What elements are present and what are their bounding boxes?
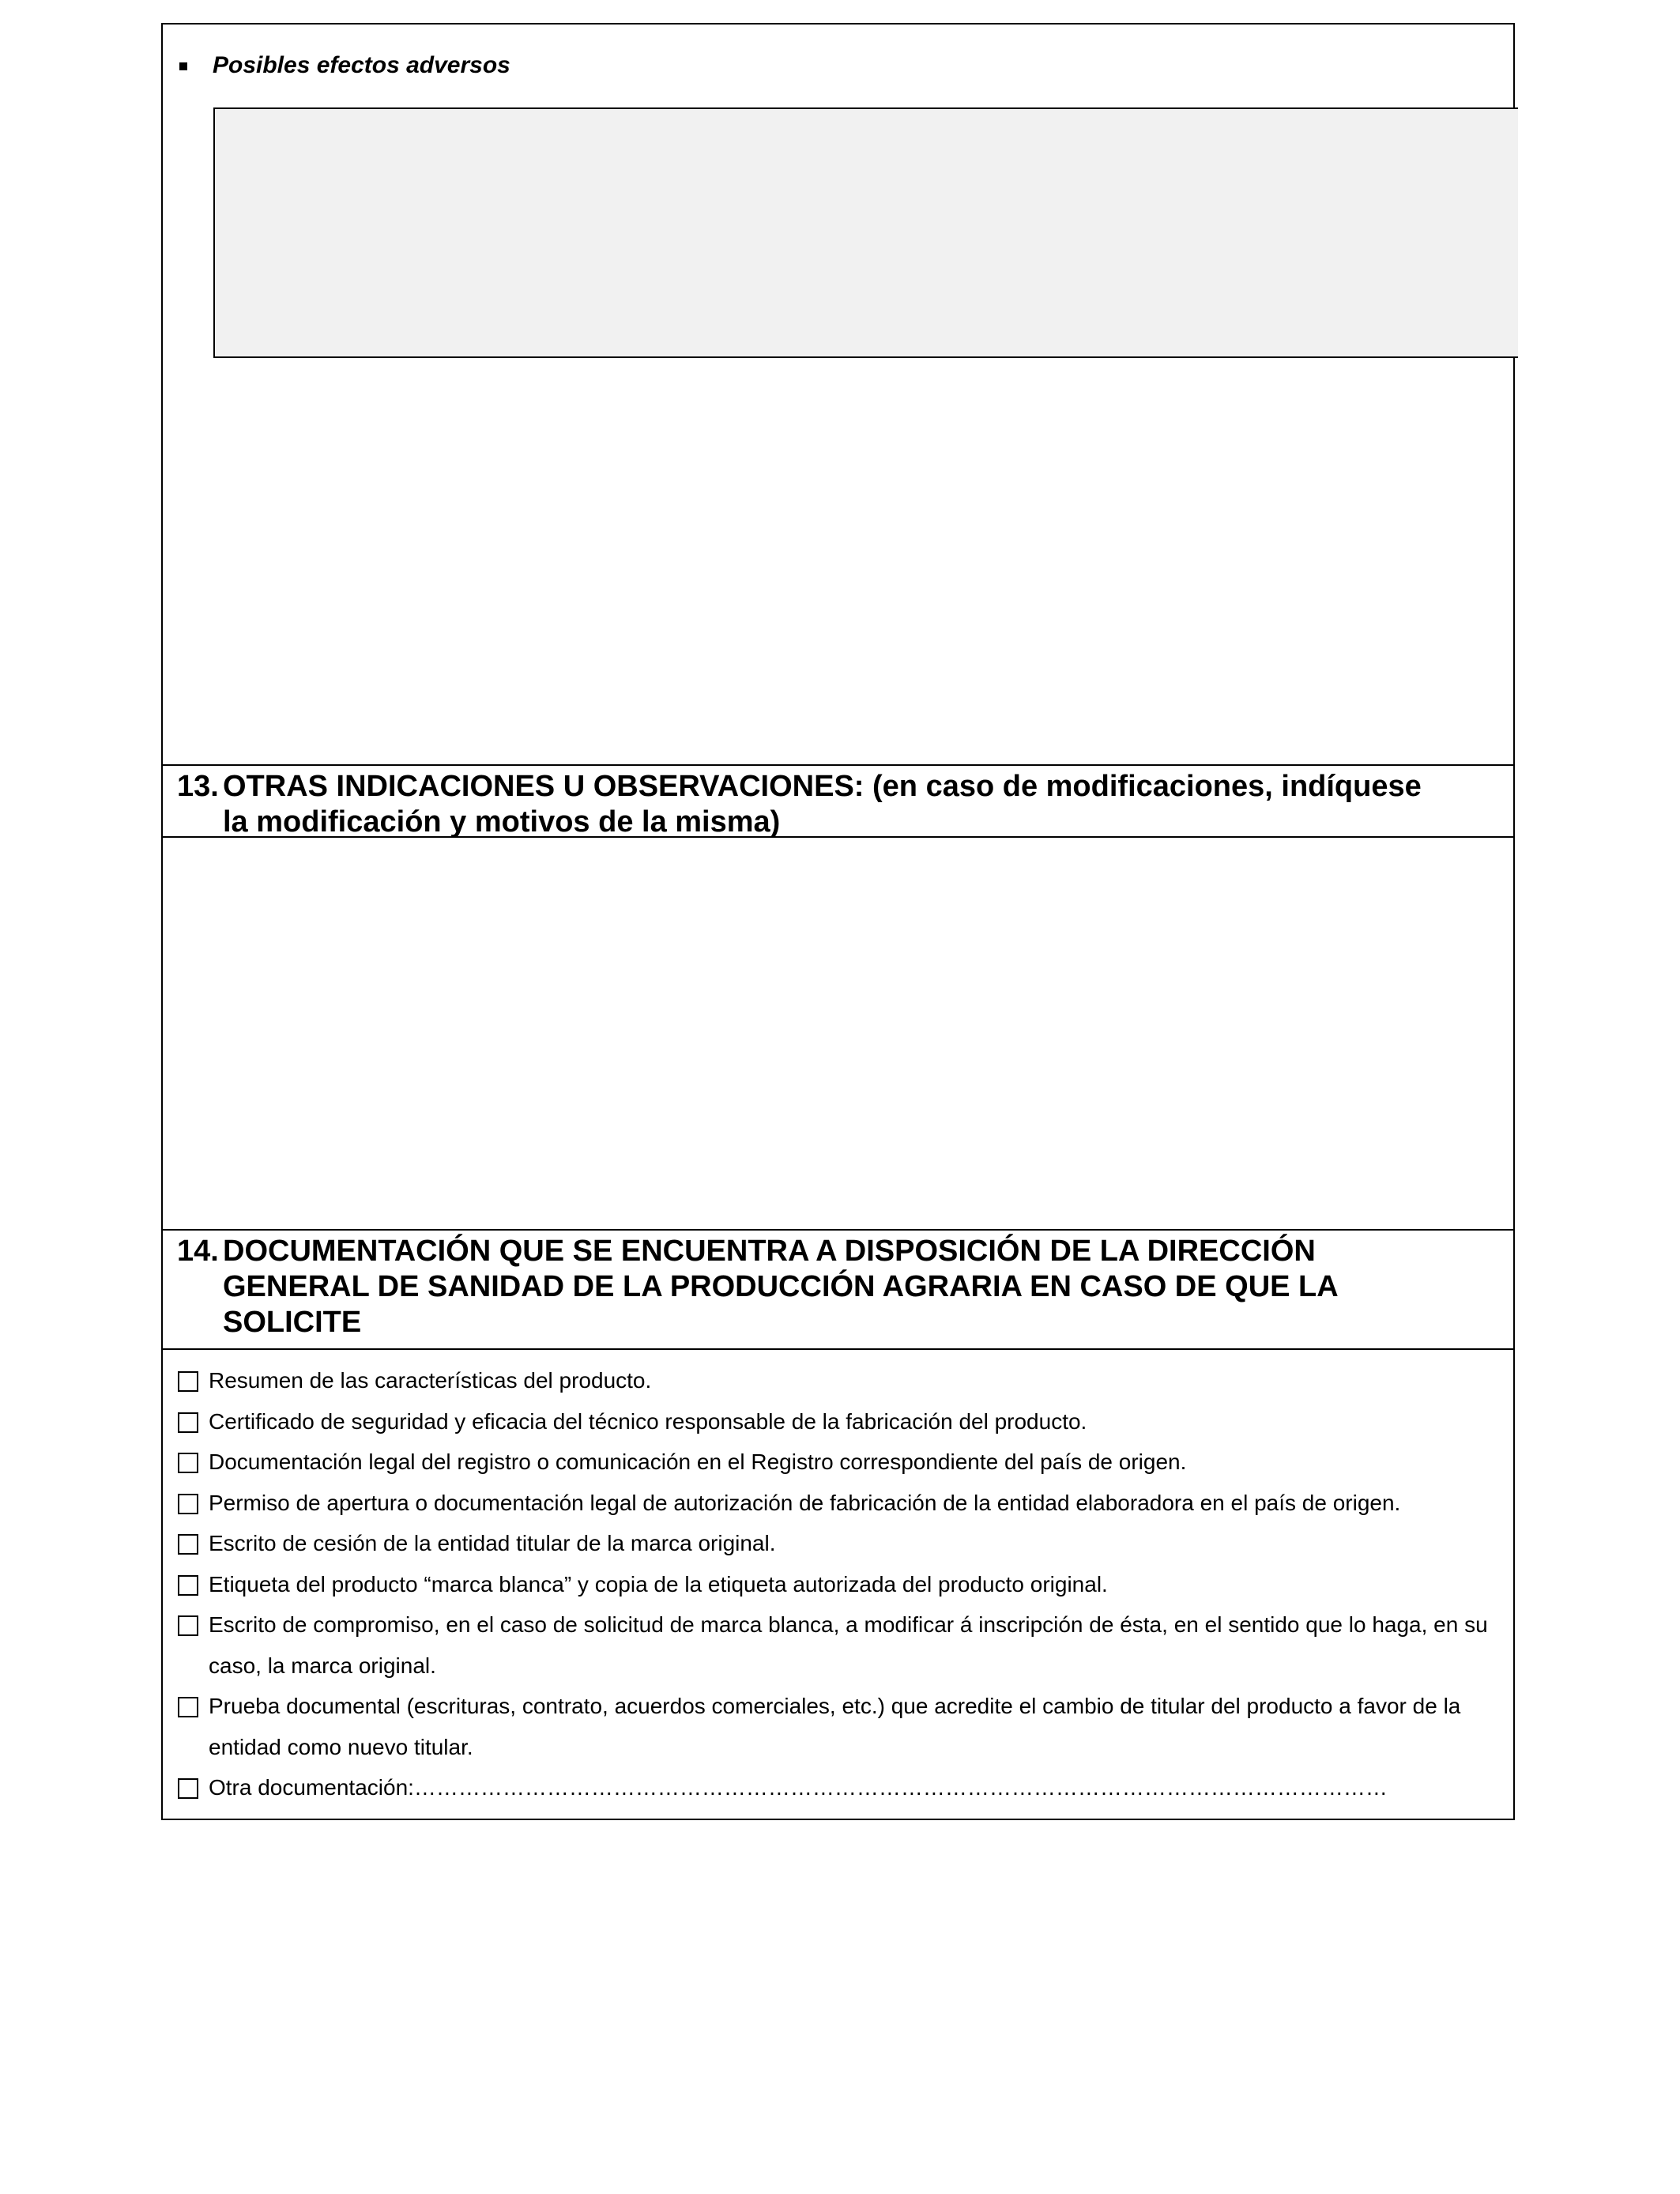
checklist-item [177, 1401, 1499, 1442]
checkbox[interactable] [178, 1371, 198, 1392]
checkbox[interactable] [178, 1453, 198, 1473]
section-14-header [163, 1230, 1513, 1348]
checklist-item-label: Certificado de seguridad y eficacia del técnico responsable de la fabricación del producto. [209, 1408, 1087, 1434]
section-14-number: 14. [177, 1235, 219, 1268]
adverse-effects-label: Posibles efectos adversos [213, 52, 510, 78]
checklist-item [177, 1360, 1499, 1401]
section-14-title-line: GENERAL DE SANIDAD DE LA PRODUCCIÓN AGRARIA EN CASO DE QUE LA [223, 1270, 1339, 1303]
section-14-title [223, 1234, 1482, 1340]
section-13-number: 13. [177, 770, 219, 803]
checklist-item-label: Escrito de cesión de la entidad titular de la marca original. [209, 1531, 776, 1555]
section-14-title-line: DOCUMENTACIÓN QUE SE ENCUENTRA A DISPOSICIÓN DE LA DIRECCIÓN [223, 1235, 1316, 1268]
form-page [161, 23, 1515, 1820]
checklist-item-label: Otra documentación:…………………………………………………………………………………………………………………… [209, 1775, 1388, 1800]
checklist-item-label: Documentación legal del registro o comunicación en el Registro correspondiente del país de origen. [209, 1449, 1187, 1474]
checklist-item [177, 1564, 1499, 1605]
documentation-checklist [177, 1360, 1499, 1808]
checklist-item-label: Etiqueta del producto “marca blanca” y copia de la etiqueta autorizada del producto original. [209, 1571, 1108, 1596]
checklist-item-label: Escrito de compromiso, en el caso de solicitud de marca blanca, a modificar á inscripción de ésta, en el sentido que lo haga, en su caso, la marca original. [209, 1612, 1488, 1678]
divider [163, 1348, 1513, 1350]
adverse-effects-field[interactable] [213, 107, 1518, 358]
checklist-item [177, 1483, 1499, 1524]
section-13-title-line: OTRAS INDICACIONES U OBSERVACIONES: (en caso de modificaciones, indíquese [223, 770, 1422, 803]
checklist-item [177, 1686, 1499, 1767]
square-bullet-icon [179, 62, 187, 70]
section-14-title-line: SOLICITE [223, 1306, 362, 1339]
checkbox[interactable] [178, 1494, 198, 1514]
checklist-item [177, 1442, 1499, 1483]
checkbox[interactable] [178, 1412, 198, 1433]
checkbox[interactable] [178, 1697, 198, 1717]
checklist-item-label: Prueba documental (escrituras, contrato, acuerdos comerciales, etc.) que acredite el cambio de titular del producto a favor de la entidad como nuevo titular. [209, 1694, 1461, 1759]
section-13-header [163, 765, 1513, 839]
section-13-title-line: la modificación y motivos de la misma) [223, 805, 781, 839]
checklist-item-label: Permiso de apertura o documentación legal de autorización de fabricación de la entidad elaboradora en el país de origen. [209, 1490, 1401, 1515]
checkbox[interactable] [178, 1615, 198, 1636]
checkbox[interactable] [178, 1575, 198, 1596]
adverse-effects-section [163, 25, 1513, 764]
checklist-item [177, 1604, 1499, 1686]
observations-field[interactable] [163, 836, 1513, 1229]
checklist-item [177, 1767, 1499, 1808]
section-13-title [223, 769, 1482, 840]
checklist-item-label: Resumen de las características del producto. [209, 1368, 652, 1393]
checklist-item [177, 1523, 1499, 1564]
checkbox[interactable] [178, 1778, 198, 1799]
checkbox[interactable] [178, 1534, 198, 1555]
